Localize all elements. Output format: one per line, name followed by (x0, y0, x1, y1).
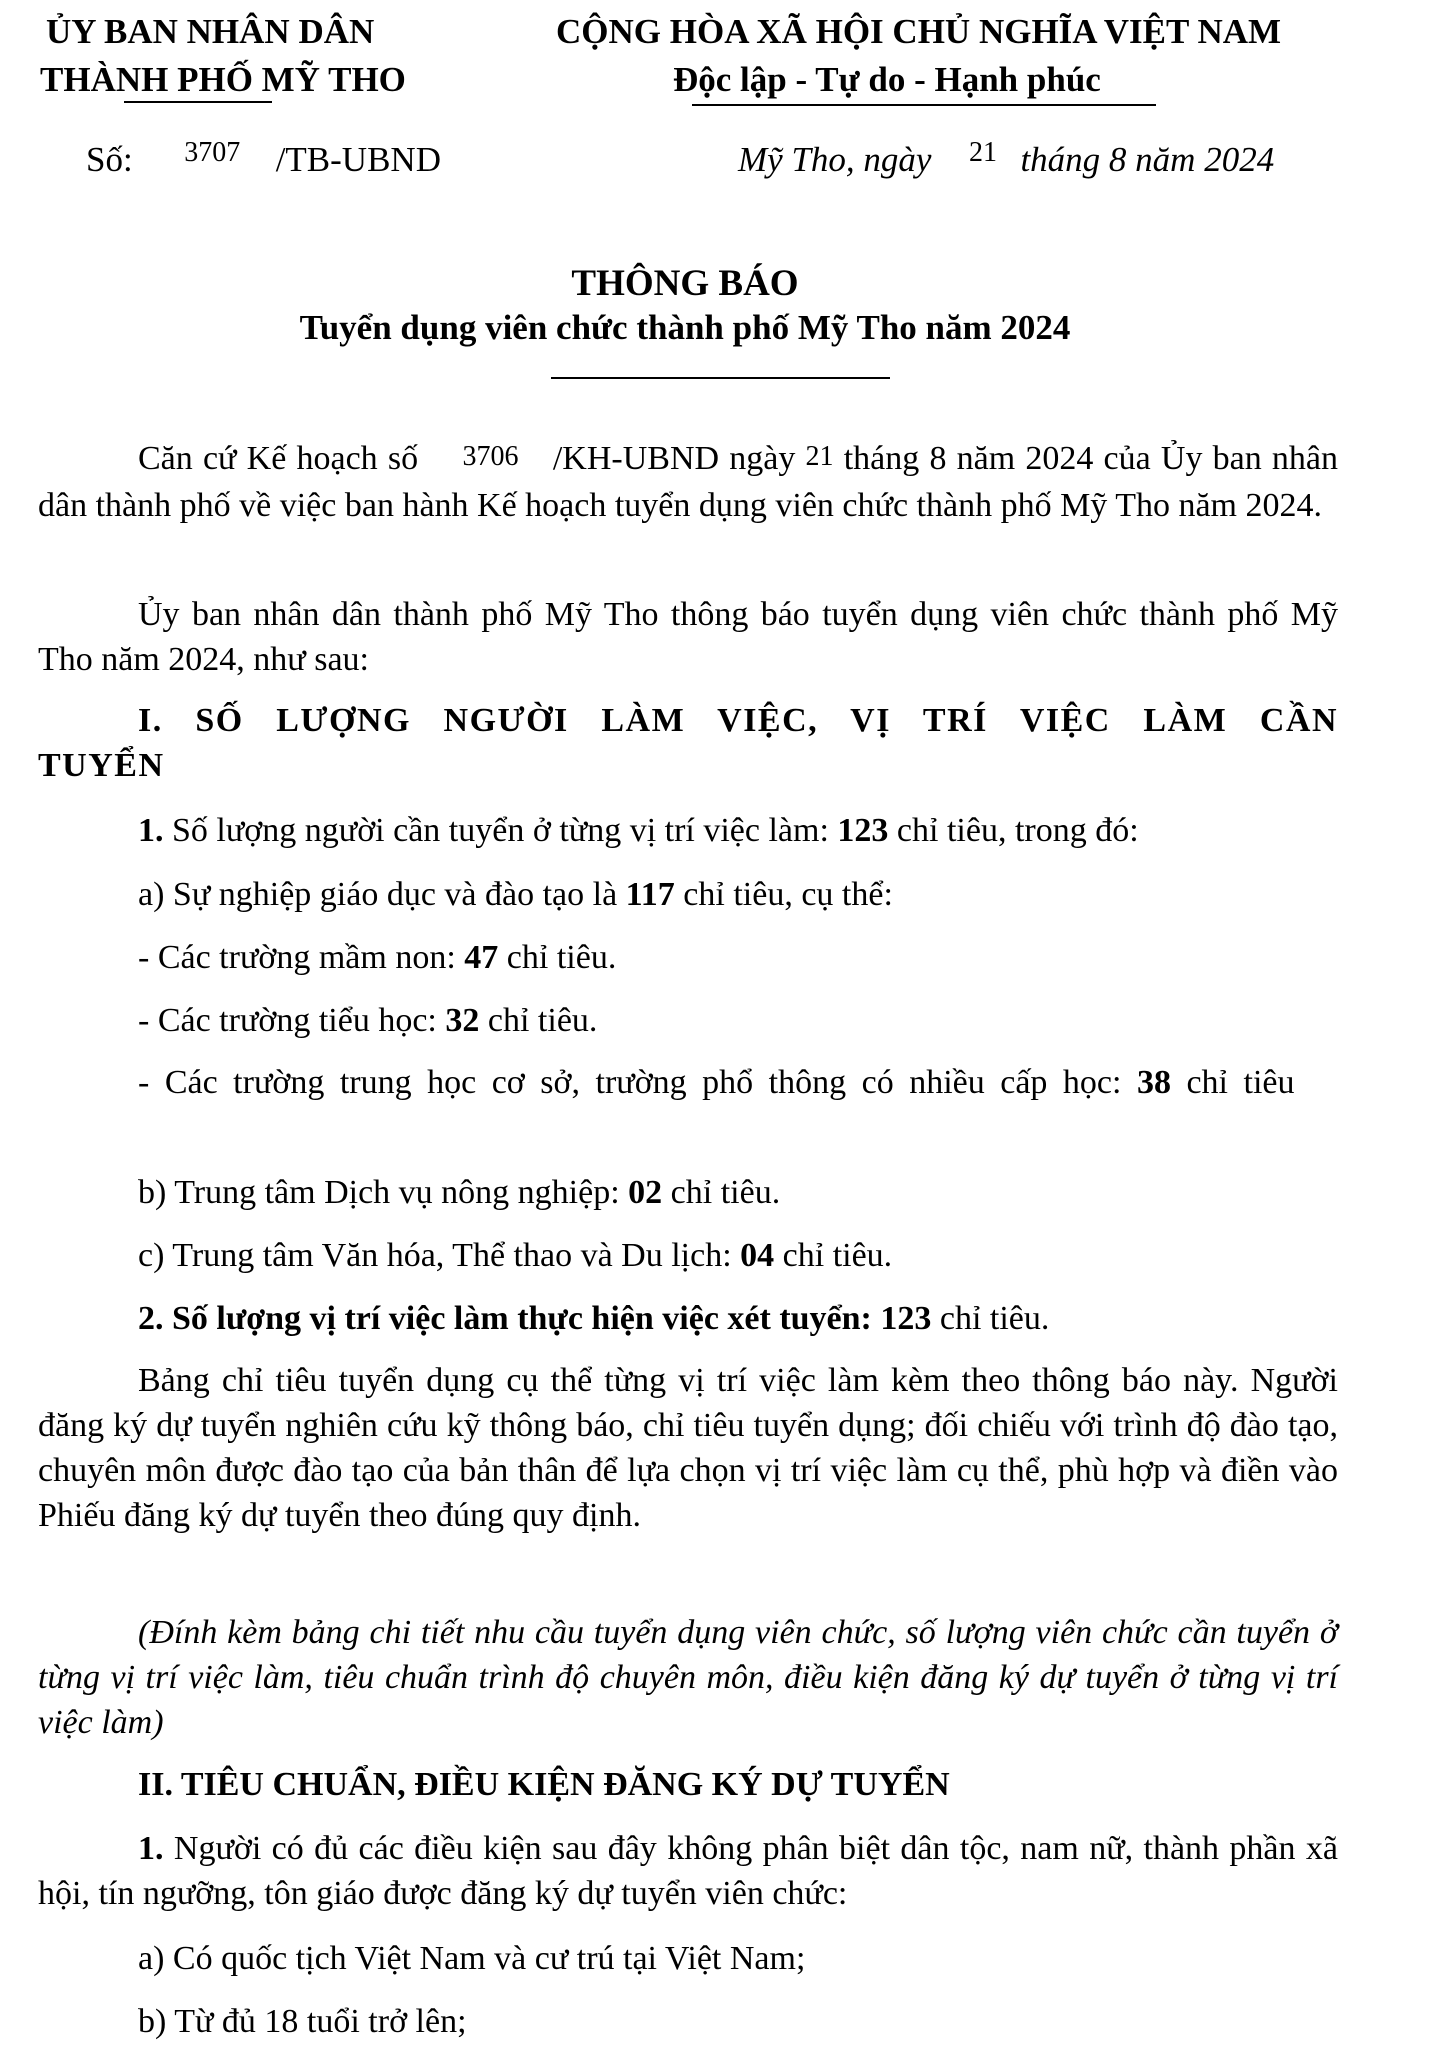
item-1-text: Số lượng người cần tuyển ở từng vị trí việc làm: (172, 812, 829, 849)
paragraph-announcement: Ủy ban nhân dân thành phố Mỹ Tho thông báo tuyển dụng viên chức thành phố Mỹ Tho năm 2024, như sau: (38, 596, 1338, 678)
plan-number: 3706 (462, 441, 519, 472)
item-preschool (138, 935, 616, 980)
item-1 (138, 808, 1139, 853)
primary-tail: chỉ tiêu. (487, 1002, 598, 1039)
secondary-tail: chỉ tiêu (1186, 1064, 1295, 1101)
secondary-text: - Các trường trung học cơ sở, trường phổ thông có nhiều cấp học: (138, 1064, 1122, 1101)
item-b-tail: chỉ tiêu. (670, 1174, 781, 1211)
date-suffix: tháng 8 năm 2024 (1020, 140, 1275, 179)
item-b (138, 1170, 780, 1215)
item-a (138, 872, 893, 917)
paragraph-legal-basis (38, 436, 1338, 528)
item-a-tail: chỉ tiêu, cụ thể: (683, 876, 893, 913)
condition-a: a) Có quốc tịch Việt Nam và cư trú tại Việt Nam; (138, 1940, 806, 1977)
item-b-text: b) Trung tâm Dịch vụ nông nghiệp: (138, 1174, 620, 1211)
item-secondary (38, 1060, 1338, 1105)
motto-underline (692, 104, 1156, 106)
item-primary (138, 998, 597, 1043)
document-number (86, 137, 441, 179)
condition-b: b) Từ đủ 18 tuổi trở lên; (138, 2003, 467, 2040)
item-c-text: c) Trung tâm Văn hóa, Thể thao và Du lịch: (138, 1237, 732, 1274)
p1-text-a: Căn cứ Kế hoạch số (138, 440, 419, 477)
preschool-count: 47 (464, 939, 499, 976)
primary-text: - Các trường tiểu học: (138, 1002, 437, 1039)
item-c-tail: chỉ tiêu. (782, 1237, 893, 1274)
item-c (138, 1233, 892, 1278)
agency-underline (124, 101, 272, 103)
title-underline (551, 377, 890, 379)
s2-item-1-text: Người có đủ các điều kiện sau đây không phân biệt dân tộc, nam nữ, thành phần xã hội, tín ngưỡng, tôn giáo được đăng ký dự tuyển viên chức: (38, 1830, 1338, 1912)
agency-name-line2: THÀNH PHỐ MỸ THO (40, 60, 406, 99)
primary-count: 32 (445, 1002, 480, 1039)
number-suffix: /TB-UBND (275, 140, 441, 179)
date-prefix: Mỹ Tho, ngày (738, 140, 932, 179)
section-2-heading: II. TIÊU CHUẨN, ĐIỀU KIỆN ĐĂNG KÝ DỰ TUYỂN (138, 1766, 950, 1803)
national-motto: Độc lập - Tự do - Hạnh phúc (673, 60, 1101, 99)
item-2-text: 2. Số lượng vị trí việc làm thực hiện việc xét tuyển: (138, 1300, 872, 1337)
item-a-text: a) Sự nghiệp giáo dục và đào tạo là (138, 876, 618, 913)
item-c-count: 04 (740, 1237, 775, 1274)
plan-day: 21 (805, 441, 834, 472)
item-1-count: 123 (837, 812, 889, 849)
p1-text-b: /KH-UBND ngày (552, 440, 796, 477)
item-2-tail: chỉ tiêu. (939, 1300, 1050, 1337)
item-1-number: 1. (138, 812, 164, 849)
preschool-text: - Các trường mầm non: (138, 939, 456, 976)
item-a-count: 117 (625, 876, 675, 913)
s2-item-1-number: 1. (138, 1830, 164, 1867)
item-2-count: 123 (880, 1300, 932, 1337)
preschool-tail: chỉ tiêu. (506, 939, 617, 976)
document-title: THÔNG BÁO (571, 263, 799, 304)
section-1-heading: I. SỐ LƯỢNG NGƯỜI LÀM VIỆC, VỊ TRÍ VIỆC LÀM CẦN TUYỂN (38, 702, 1338, 784)
item-2 (138, 1296, 1049, 1341)
document-subtitle: Tuyển dụng viên chức thành phố Mỹ Tho năm 2024 (299, 308, 1071, 347)
attachment-note: (Đính kèm bảng chi tiết nhu cầu tuyển dụng viên chức, số lượng viên chức cần tuyển ở từng vị trí việc làm, tiêu chuẩn trình độ chuyên môn, điều kiện đăng ký dự tuyển ở từng vị trí việc làm) (38, 1614, 1338, 1741)
document-date (738, 137, 1275, 179)
item-b-count: 02 (628, 1174, 663, 1211)
p1-text-c: tháng 8 năm 2024 của Ủy ban nhân dân thành phố về việc ban hành Kế hoạch tuyển dụng viên chức thành phố Mỹ Tho năm 2024. (38, 440, 1339, 524)
national-title: CỘNG HÒA XÃ HỘI CHỦ NGHĨA VIỆT NAM (556, 12, 1282, 51)
agency-name-line1: ỦY BAN NHÂN DÂN (46, 12, 375, 51)
paragraph-quota-table: Bảng chỉ tiêu tuyển dụng cụ thể từng vị trí việc làm kèm theo thông báo này. Người đăng ký dự tuyển nghiên cứu kỹ thông báo, chỉ tiêu tuyển dụng; đối chiếu với trình độ đào tạo, chuyên môn được đào tạo của bản thân để lựa chọn vị trí việc làm cụ thể, phù hợp và điền vào Phiếu đăng ký dự tuyển theo đúng quy định. (38, 1362, 1338, 1534)
number-prefix: Số: (86, 140, 133, 179)
item-1-tail: chỉ tiêu, trong đó: (896, 812, 1139, 849)
number-value: 3707 (184, 137, 241, 168)
section-2-item-1 (38, 1826, 1338, 1916)
date-day: 21 (968, 137, 997, 168)
secondary-count: 38 (1136, 1064, 1171, 1101)
